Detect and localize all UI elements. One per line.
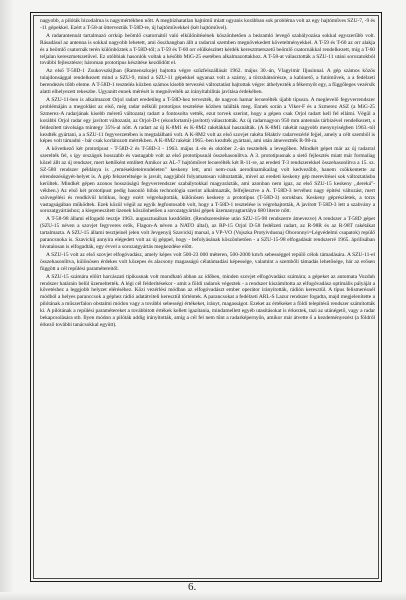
- paragraph: nagyobb, a pilóták bizodalma is nagymértékben nőtt. A megbízhatatlan hajtómű miatt ugyanis korábban sok probléma volt az egy hajtóműves SZU-7, -9 és -11 gépekkel. Ezért a T-58-at ötterveztük T-58D-re, új hajtóművekkel (két hajtóművel).: [40, 18, 375, 31]
- page-number: 6.: [188, 581, 197, 593]
- scan-shadow-left: [0, 0, 14, 600]
- paragraph: Az első T-58D-1 Zsukovszkijban (Ramenszkoje) hajtotta végre szűzfelszállását 1962. május 30.-án, Vlagyimir Iljusinnal. A gép számos közös tulajdonsággal rendelkezett mind a SZU-9, mind a SZU-11 gépekkel ugyanaz volt a szárny, a törzshátsórésze, a kabinető, a futóművek, a a fedélzeti berendezés több eleme. A T-58D-1 teszteléa közben számos kisebb tervezési változtatást hajtottak végre: áthelyezték a fékernyőt egy, a függőleges vezérsík alatti elhelyezett rekeszbe. Ugyanitt ennek mérését is megnövelték az irányítabilitás javítása érdekében.: [40, 68, 375, 96]
- paragraph: A T-58-98 állami elfogadó tesztje 1963. augusztusában kezdődött. (Rendszeresítése után SZU-15-98 rendszerre átnevezve) A rendszer a T-58D gépet (SZU-15 néven a szovjet fegyveres erők, Flagon-A néven a NATO által), az RP-15 Orjol D-58 fedélzeti radart, az R-98R és az R-98T rakétákat tartalmazta. A SZU-15 állami tesztjeinél jelen volt Jevgenyij Szavickij marsal, a VP-VO (Vojszka Protyivdusnaj Oboronnyi=Légvédelmi csapatok) repülő parancsnoka is. Szavickij annyira elégedett volt az új géppel, hogy - befolyásának köszönhetően - a SZU-15-98 elfogadását rendszerré 1965. áprilisában hivatalosan is elfogadták, egy évvel a sorozatgyártás megkezdése előtt.: [40, 216, 375, 250]
- paragraph: A SZU-15 számára előírt harcászati tipikusnak volt mondható abban az időben, minden szovjet elfogóvadász számára; a gépeket az automata Vozduh rendszer határain belül üzemeltették. A légi cél felderítésekor - amit a földi radarok végeztek - a rendszer kiszámította az elfogóvadász optimális pályáját a követéshez a leggjobb helyzet eléréséhez. Közi vezérlési módban az elfogóvadászt ember operátor irányították, rádión keresztül. A típus felismerésnél módból a helyes paranccsok a géphez rádió adatátviteli keresztül történtek. A parancsokat a fedélzeti ARL-S Lazur rendszer fogadta, majd megjelenítette a pilótának a műszerfalon obstalmi módon vagy a további sebességi értékeket, irányt, magasságot. Ezeket az értékeket a földi telepítésű rendszer számították ki. A pilótának a repülési paramétereket a továbbitott értékek kellett igazítania, mindamellett egyéb utasításokat is érkeztek, tazi az utánégető, vagy a radar bekapcsolására stb. Ilyen módon a pilóták addig irányították, amíg a cél fel nem tűnt a radarképernyőn, amikor már átvette ő a kezdeményezést (a földről érkező további tanácsokkal együtt).: [40, 273, 375, 328]
- article-body: [40, 18, 375, 570]
- paragraph: A SZU-11-ben is alkalmazott Orjol radart eredetileg a T-58D-hez tervezték, de nagyon hamar lecserélték újabb típusra. A meglevelő fegyverrendszer problémáján a megoldást az első, még radar nélküli prototípus tesztelése közben találták meg. Ennek során a Viker-F és a Szmerez ASZ (a MiG-25 Szmerez-A radarjának kisebb méretű változata) radart a fontosolta vették, ezut torvek szerint, hogy a gépen csak Orjol radart kell fel ellátni. Végül a korábbi Orjol radar egy javított változatát, az Orjol-D-t (ekonfortami)-javított) választották. Az új radarnagyon 950 mm antennás tárbizével rendelkezett, s feldezített távolsága mintegy 35%-al nőtt. A radart az új K-8M1 és K-8M2 rakétákkal használták. (A K-8M1 rakétát nagyobb menynyiségben 1963.-tól kezdték gyártani, a a SZU-11 fegyverzetében is megtalálható volt. A K-8M2 volt az első szovjet rakéta félaktív radarvezérlé fejjel, amely a célt szemből is képes volt támadni - bár csak korlátozott mértékben. A K-8M2 rakétát 1965.-ben kezdték gyártani, ami után átneveztték R-98-ra.: [40, 96, 375, 145]
- paragraph: A radarantennát tartalmazó orrkúp beömlő csatornától való elkülönítésének köszönhetően a beáramló levegő szabályozása sokkal egyszerűbb volt. Rásadásul az antenna is sokkal nagyobb lehetett, ami összhangban állt a radarral szemben megnövekedett követelményekkel. A T-59 és T-60 az orr alakja és a beömlő csatornák terén különböztek a T-58D-től; a T-59 és T-60 orr elülkészített kérdék keresztmetszetű beömlő csatornákkal rendelkezett, míg a T-60 teljalan kereszmetszetűvel. Ez utóbbiak hasonlók voltak a később MiG-25 esetében alkalmazottakhoz. A T-58-at választották a SZU-11 utáni sorozatokból további fejlesztésre; hároman prototípus készítése kezdődött el.: [40, 32, 375, 67]
- paragraph: A következő két prototípust - T-58D-2 és T-58D-3 - 1963. május 4.-én és október 2.-án tesztelték a levegőben. Mindkét gépet már az új radarral szerelték fel, s így országok hosszabb és vastagabb volt az első prototípusnál összehasonlítva. A 3. prototípusnak a siető fejlesztés miatt már formailag közel állt az új rendszer, mert kettőként említett Amikor az AL-7 hajtóművet lecserélték két R-11-re, az eredeti T-3 rendszerekkel összehasonlítva a 15. sz. SZ-580 rendszer példánya is ,,remésekleteirendeleten" keskeny lett, ami nem-csak aerodinamikailag volt kedvezőbb, hanem csökkentette az elrendezésügyét-helyet is. A gép felszereltsége is javult, nagyjából folyamatosan változtatták, mivel az eredeti keskeny gép merevítései sok változtatásba kerültek. Mindkét gépen azonos hosszúságú fegyverrendszer szabálytokkal magyarázták, ami azonban nem igaz, az első SZU-15 keskeny ,,dereká"-vékben.) Az első két prototípust pedig hasonló hibás technológia szerint alkalmazták, felfejlesztve a A. T-58D-3 tervéhez nagy építési változást, mert szövegélési és rendkívül kritikus, hogy ezért végrehajtották, különösen keskeny a prototípus (T-58D-3) sorokban. Keskeny géprészletek, a torzs vastagságában működtek. Ezek közül végül az egyik legfontosabb volt, hogy a T-58D-1 tesztelése is végrehajtották, A javított T-58D-3 lett a szabvány a sorozatgyártáshoz; a kiegeneszített üzenek köszönhetően a sorozatgyártási gépek üzemanyagtartálya 680 literre nőtt.: [40, 146, 375, 215]
- paragraph: A SZU-15 volt az első szovjet elfogóvadász, amely képes volt 500-23 000 méteren, 500-2000 km/h sebességgel repülő célok támadására. A SZU-11-el összehasonlítva, különösen érdekes volt közepes és alacsony magasságú célatámadási képessége, valamint a szembőli támadás lehetősége, bár az erősen függött a cél repülési paramétereitől.: [40, 251, 375, 272]
- scan-shadow-bottom: [0, 592, 406, 600]
